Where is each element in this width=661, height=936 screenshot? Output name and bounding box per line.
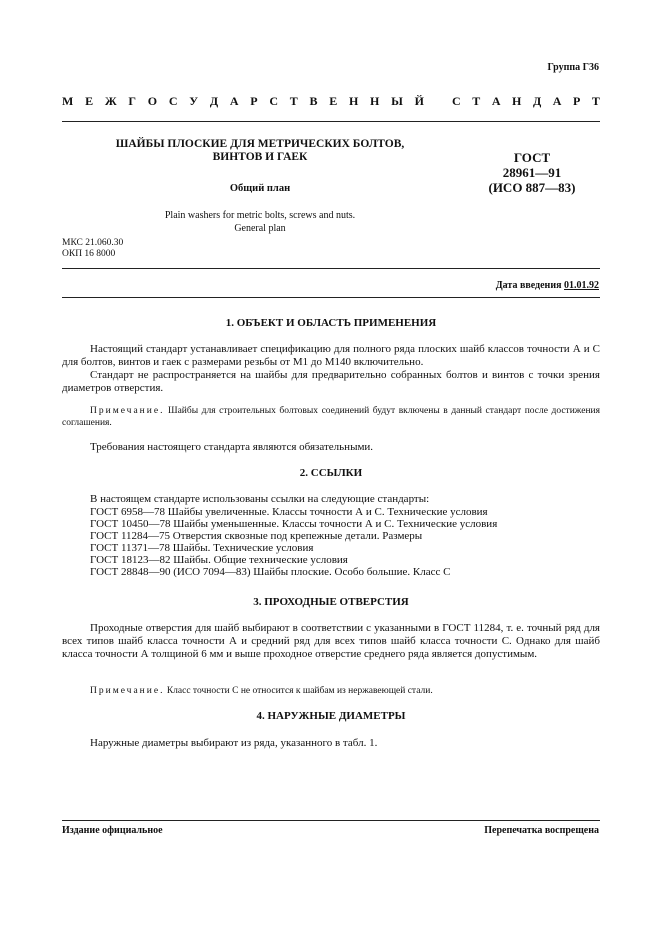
section-1-heading: 1. ОБЪЕКТ И ОБЛАСТЬ ПРИМЕНЕНИЯ <box>225 317 437 329</box>
banner-letter: Д <box>209 94 219 108</box>
english-title-line-1: Plain washers for metric bolts, screws and nuts. <box>164 210 356 221</box>
okp-code: ОКП 16 8000 <box>62 249 116 259</box>
section-4-heading: 4. НАРУЖНЫЕ ДИАМЕТРЫ <box>256 710 406 722</box>
section-3-note <box>62 685 600 697</box>
section-1-paragraph-3: Требования настоящего стандарта являются обязательными. <box>90 441 374 453</box>
banner-word-interstate <box>62 94 424 109</box>
gost-number: 28961—91 <box>502 165 562 180</box>
codes-rule <box>62 268 600 269</box>
reference-list <box>90 506 497 578</box>
mks-code: МКС 21.060.30 <box>62 238 124 248</box>
section-2-heading: 2. ССЫЛКИ <box>299 467 363 479</box>
effective-date-label: Дата введения <box>495 280 562 291</box>
footer-reprint-prohibited: Перепечатка воспрещена <box>484 825 599 836</box>
section-3-heading: 3. ПРОХОДНЫЕ ОТВЕРСТИЯ <box>253 596 409 608</box>
banner-letter: В <box>309 94 318 108</box>
title-line-2: ВИНТОВ И ГАЕК <box>212 151 308 163</box>
reference-item: ГОСТ 28848—90 (ИСО 7094—83) Шайбы плоские. Особо большие. Класс С <box>90 566 451 578</box>
header-rule <box>62 121 600 122</box>
footer-rule <box>62 820 600 821</box>
title-block <box>62 138 458 235</box>
reference-item: ГОСТ 10450—78 Шайбы уменьшенные. Классы точности А и С. Технические условия <box>90 518 498 530</box>
section-2-intro: В настоящем стандарте использованы ссылки на следующие стандарты: <box>90 493 430 505</box>
banner-letter: А <box>491 94 501 108</box>
note-text: Шайбы для строительных болтовых соединений будут включены в данный стандарт после достижения соглашения. <box>62 406 600 428</box>
reference-item: ГОСТ 11284—75 Отверстия сквозные под крепежные детали. Размеры <box>90 530 423 542</box>
section-4-paragraph-1: Наружные диаметры выбирают из ряда, указанного в табл. 1. <box>90 737 378 749</box>
banner-letter: А <box>229 94 239 108</box>
reference-item: ГОСТ 11371—78 Шайбы. Технические условия <box>90 542 314 554</box>
banner-letter: Д <box>532 94 542 108</box>
banner-letter: Н <box>370 94 380 108</box>
banner-letter: Й <box>414 94 424 108</box>
section-1-paragraph-1: Настоящий стандарт устанавливает спецификацию для полного ряда плоских шайб классов точности А и С для болтов, винтов и гаек с размерами резьбы от М1 до М140 включительно. <box>62 343 600 368</box>
iso-number: (ИСО 887—83) <box>488 180 576 195</box>
banner-letter: С <box>269 94 278 108</box>
section-3-paragraph-1: Проходные отверстия для шайб выбирают в соответствии с указанными в ГОСТ 11284, т. е. точный ряд для всех типов шайб класса точности А и средний ряд для всех типов шайб класса точности С. Однако для шайб класса точности А толщиной 6 мм и выше проходное отверстие среднего ряда является допустимым. <box>62 622 600 660</box>
banner-letter: О <box>147 94 158 108</box>
group-code: Группа Г36 <box>547 62 599 73</box>
banner-letter: А <box>552 94 562 108</box>
section-1-note <box>62 405 600 429</box>
date-rule <box>62 297 600 298</box>
note-label: Примечание. <box>90 406 165 416</box>
note-text: Класс точности С не относится к шайбам из нержавеющей стали. <box>164 686 433 696</box>
banner-letter: Т <box>472 94 481 108</box>
banner-letter: С <box>168 94 178 108</box>
banner-letter: Е <box>329 94 338 108</box>
banner-letter: У <box>189 94 199 108</box>
banner-letter: Е <box>85 94 94 108</box>
reference-item: ГОСТ 18123—82 Шайбы. Общие технические условия <box>90 554 348 566</box>
banner-letter: Ж <box>104 94 117 108</box>
banner-letter: Р <box>573 94 581 108</box>
banner-letter: Р <box>250 94 258 108</box>
banner-letter: Н <box>348 94 359 108</box>
english-title <box>62 209 458 235</box>
banner-letter: Т <box>289 94 298 108</box>
footer-official-edition: Издание официальное <box>62 825 163 836</box>
banner-letter: Г <box>128 94 137 108</box>
banner-letter: Ы <box>391 94 403 108</box>
section-1-paragraph-2: Стандарт не распространяется на шайбы для предварительно собранных болтов и винтов с точки зрения диаметров отверстия. <box>62 369 600 394</box>
subtitle: Общий план <box>229 183 291 194</box>
banner-word-standard <box>452 94 600 109</box>
gost-label: ГОСТ <box>513 150 551 165</box>
banner-letter: С <box>452 94 461 108</box>
effective-date <box>496 280 599 291</box>
note-label: Примечание. <box>90 686 165 696</box>
banner-letter: М <box>62 94 74 108</box>
classification-codes <box>62 238 123 260</box>
title-line-1: ШАЙБЫ ПЛОСКИЕ ДЛЯ МЕТРИЧЕСКИХ БОЛТОВ, <box>115 138 405 150</box>
effective-date-value: 01.01.92 <box>564 280 599 291</box>
gost-designation <box>470 150 594 195</box>
banner-letter: Т <box>591 94 600 108</box>
english-title-line-2: General plan <box>234 223 286 234</box>
standard-banner <box>62 94 600 109</box>
banner-letter: Н <box>512 94 522 108</box>
reference-item: ГОСТ 6958—78 Шайбы увеличенные. Классы точности А и С. Технические условия <box>90 506 488 518</box>
